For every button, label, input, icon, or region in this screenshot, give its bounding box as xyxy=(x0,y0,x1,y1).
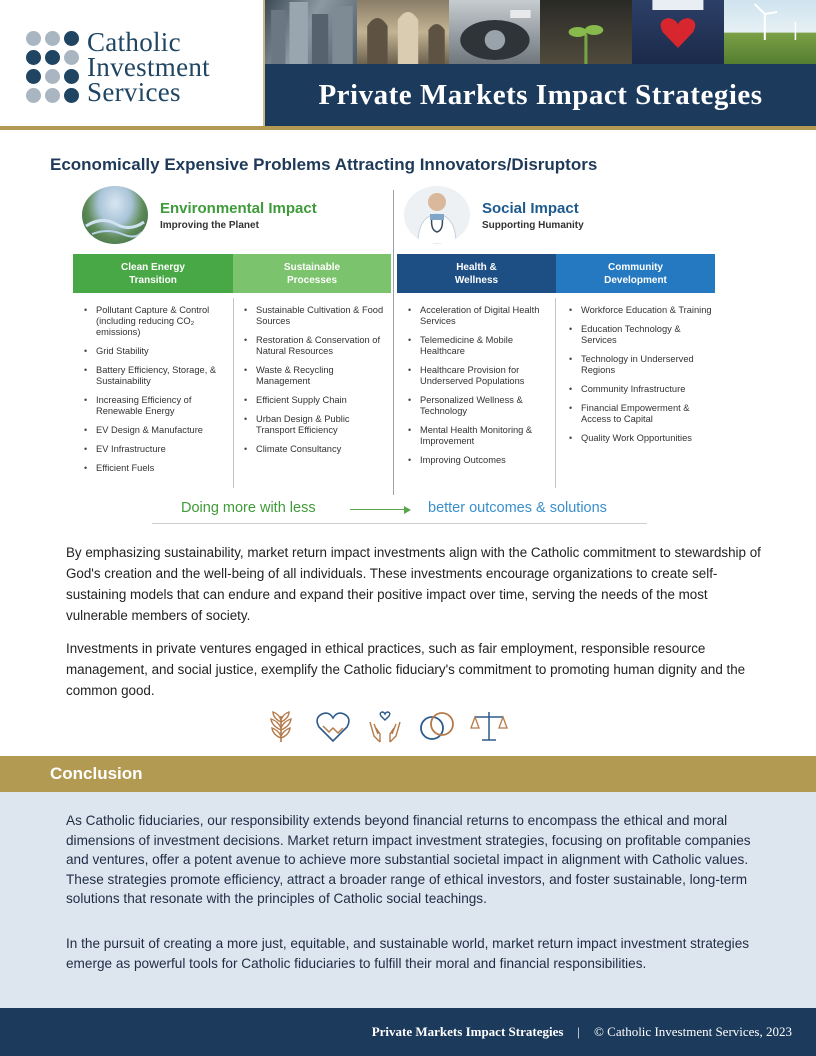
list-item: • Technology in Underserved Regions xyxy=(568,354,713,376)
conclusion-heading-bar xyxy=(0,756,816,792)
conclusion-paragraph: As Catholic fiduciaries, our responsibility extends beyond financial returns to encompass the ethical and moral dimensions of investment decisions. Market return impact investment strategies, focusing on profitable companies and ventures, offer a potent avenue to achieve more substantial societal impact in alignment with Catholic values. These strategies promote efficiency, attract a broader range of ethical investors, and foster sustainable, long-term solutions that resonate with the principles of Catholic social teachings. xyxy=(66,813,751,906)
category-label: Wellness xyxy=(454,274,499,286)
list-item: • Sustainable Cultivation & Food Sources xyxy=(243,305,389,327)
category-label: Development xyxy=(604,274,667,286)
section-heading: Economically Expensive Problems Attracting Innovators/Disruptors xyxy=(50,155,598,174)
impact-center-divider xyxy=(393,190,394,495)
conclusion-body xyxy=(0,792,816,1008)
category-label: Community xyxy=(607,261,663,273)
body-paragraph: Investments in private ventures engaged in ethical practices, such as fair employment, responsible resource management, and social justice, exemplify the Catholic fiduciary's commitment to promoting human dignity and the common good. xyxy=(66,641,746,698)
conclusion-paragraph: In the pursuit of creating a more just, equitable, and sustainable world, market return impact investment strategies emerge as powerful tools for Catholic fiduciaries to fulfill their moral and financial responsibilities. xyxy=(66,936,750,971)
list-item: • Workforce Education & Training xyxy=(568,305,713,316)
wind-turbines-photo xyxy=(724,0,816,64)
logo-line: Services xyxy=(87,77,181,107)
header-photo-strip xyxy=(265,0,816,64)
list-item: • Mental Health Monitoring & Improvement xyxy=(407,425,553,447)
header-gold-rule xyxy=(0,126,816,130)
tagline-underline xyxy=(152,523,647,524)
list-item: • Education Technology & Services xyxy=(568,324,713,346)
company-logo xyxy=(26,27,210,107)
values-icons-row xyxy=(262,708,508,744)
doctor-stethoscope-photo xyxy=(632,0,724,64)
clean-energy-list xyxy=(83,305,231,482)
list-item: • EV Design & Manufacture xyxy=(83,425,231,436)
social-impact-header xyxy=(404,186,584,244)
footer-copyright: © Catholic Investment Services, 2023 xyxy=(594,1024,792,1039)
list-item: • Acceleration of Digital Health Services xyxy=(407,305,553,327)
social-impact-title: Social Impact xyxy=(482,199,579,217)
conclusion-heading: Conclusion xyxy=(50,764,143,783)
list-item: • Increasing Efficiency of Renewable Energy xyxy=(83,395,231,417)
wheat-icon xyxy=(262,708,300,744)
logo-line: Investment xyxy=(87,52,210,82)
hands-heart-icon xyxy=(366,708,404,744)
list-item: • Restoration & Conservation of Natural Resources xyxy=(243,335,389,357)
tagline-arrow xyxy=(350,509,408,510)
list-item: • Battery Efficiency, Storage, & Sustainability xyxy=(83,365,231,387)
list-item: • Community Infrastructure xyxy=(568,384,713,395)
environmental-impact-header xyxy=(82,186,317,244)
page-header xyxy=(0,0,816,130)
seedling-photo xyxy=(540,0,632,64)
column-divider xyxy=(233,298,234,488)
category-label: Processes xyxy=(286,274,338,286)
title-bar xyxy=(265,64,816,126)
tagline-right: better outcomes & solutions xyxy=(428,500,607,516)
cathedral-statues-photo xyxy=(357,0,449,64)
list-item: • Personalized Wellness & Technology xyxy=(407,395,553,417)
environmental-impact-subtitle: Improving the Planet xyxy=(160,219,259,231)
logo-line: Catholic xyxy=(87,27,181,57)
handshake-heart-icon xyxy=(314,708,352,744)
category-label: Health & xyxy=(456,261,497,273)
list-item: • Climate Consultancy xyxy=(243,444,389,455)
category-label: Transition xyxy=(129,274,177,286)
social-impact-subtitle: Supporting Humanity xyxy=(482,219,584,231)
list-item: • Urban Design & Public Transport Efficiency xyxy=(243,414,389,436)
category-label: Clean Energy xyxy=(121,261,185,273)
list-item: • Efficient Fuels xyxy=(83,463,231,474)
health-wellness-list xyxy=(407,305,553,474)
column-divider xyxy=(555,298,556,488)
list-item: • Improving Outcomes xyxy=(407,455,553,466)
list-item: • Telemedicine & Mobile Healthcare xyxy=(407,335,553,357)
category-clean-energy xyxy=(73,254,233,293)
page-footer xyxy=(0,1008,816,1056)
category-sustainable-processes xyxy=(233,254,391,293)
tagline-left: Doing more with less xyxy=(181,500,316,516)
ev-charging-photo xyxy=(449,0,541,64)
category-health-wellness xyxy=(397,254,556,293)
list-item: • Waste & Recycling Management xyxy=(243,365,389,387)
list-item: • Financial Empowerment & Access to Capital xyxy=(568,403,713,425)
sustainable-processes-list xyxy=(243,305,389,463)
list-item: • Pollutant Capture & Control (including reducing CO₂ emissions) xyxy=(83,305,231,338)
footer-title: Private Markets Impact Strategies xyxy=(371,1024,564,1039)
list-item: • EV Infrastructure xyxy=(83,444,231,455)
list-item: • Efficient Supply Chain xyxy=(243,395,389,406)
arrow-right-icon xyxy=(404,506,411,514)
logo-dots-icon xyxy=(26,31,81,105)
doctor-photo xyxy=(404,186,470,244)
page-title: Private Markets Impact Strategies xyxy=(318,78,763,111)
city-buildings-photo xyxy=(265,0,357,64)
wetlands-photo xyxy=(82,186,148,244)
footer-separator: | xyxy=(577,1024,581,1039)
environmental-impact-title: Environmental Impact xyxy=(160,199,317,217)
scales-icon xyxy=(470,708,508,744)
community-development-list xyxy=(568,305,713,452)
list-item: • Healthcare Provision for Underserved Populations xyxy=(407,365,553,387)
logo-wordmark xyxy=(87,27,210,107)
category-community-development xyxy=(556,254,715,293)
interlocking-rings-icon xyxy=(418,708,456,744)
list-item: • Grid Stability xyxy=(83,346,231,357)
category-label: Sustainable xyxy=(283,261,341,273)
list-item: • Quality Work Opportunities xyxy=(568,433,713,444)
body-paragraph: By emphasizing sustainability, market return impact investments align with the Catholic commitment to stewardship of God's creation and the well-being of all individuals. These investments encourage organizations to create self-sustaining models that can endure and expand their positive impact over time, serving the needs of the most vulnerable members of society. xyxy=(66,545,761,623)
